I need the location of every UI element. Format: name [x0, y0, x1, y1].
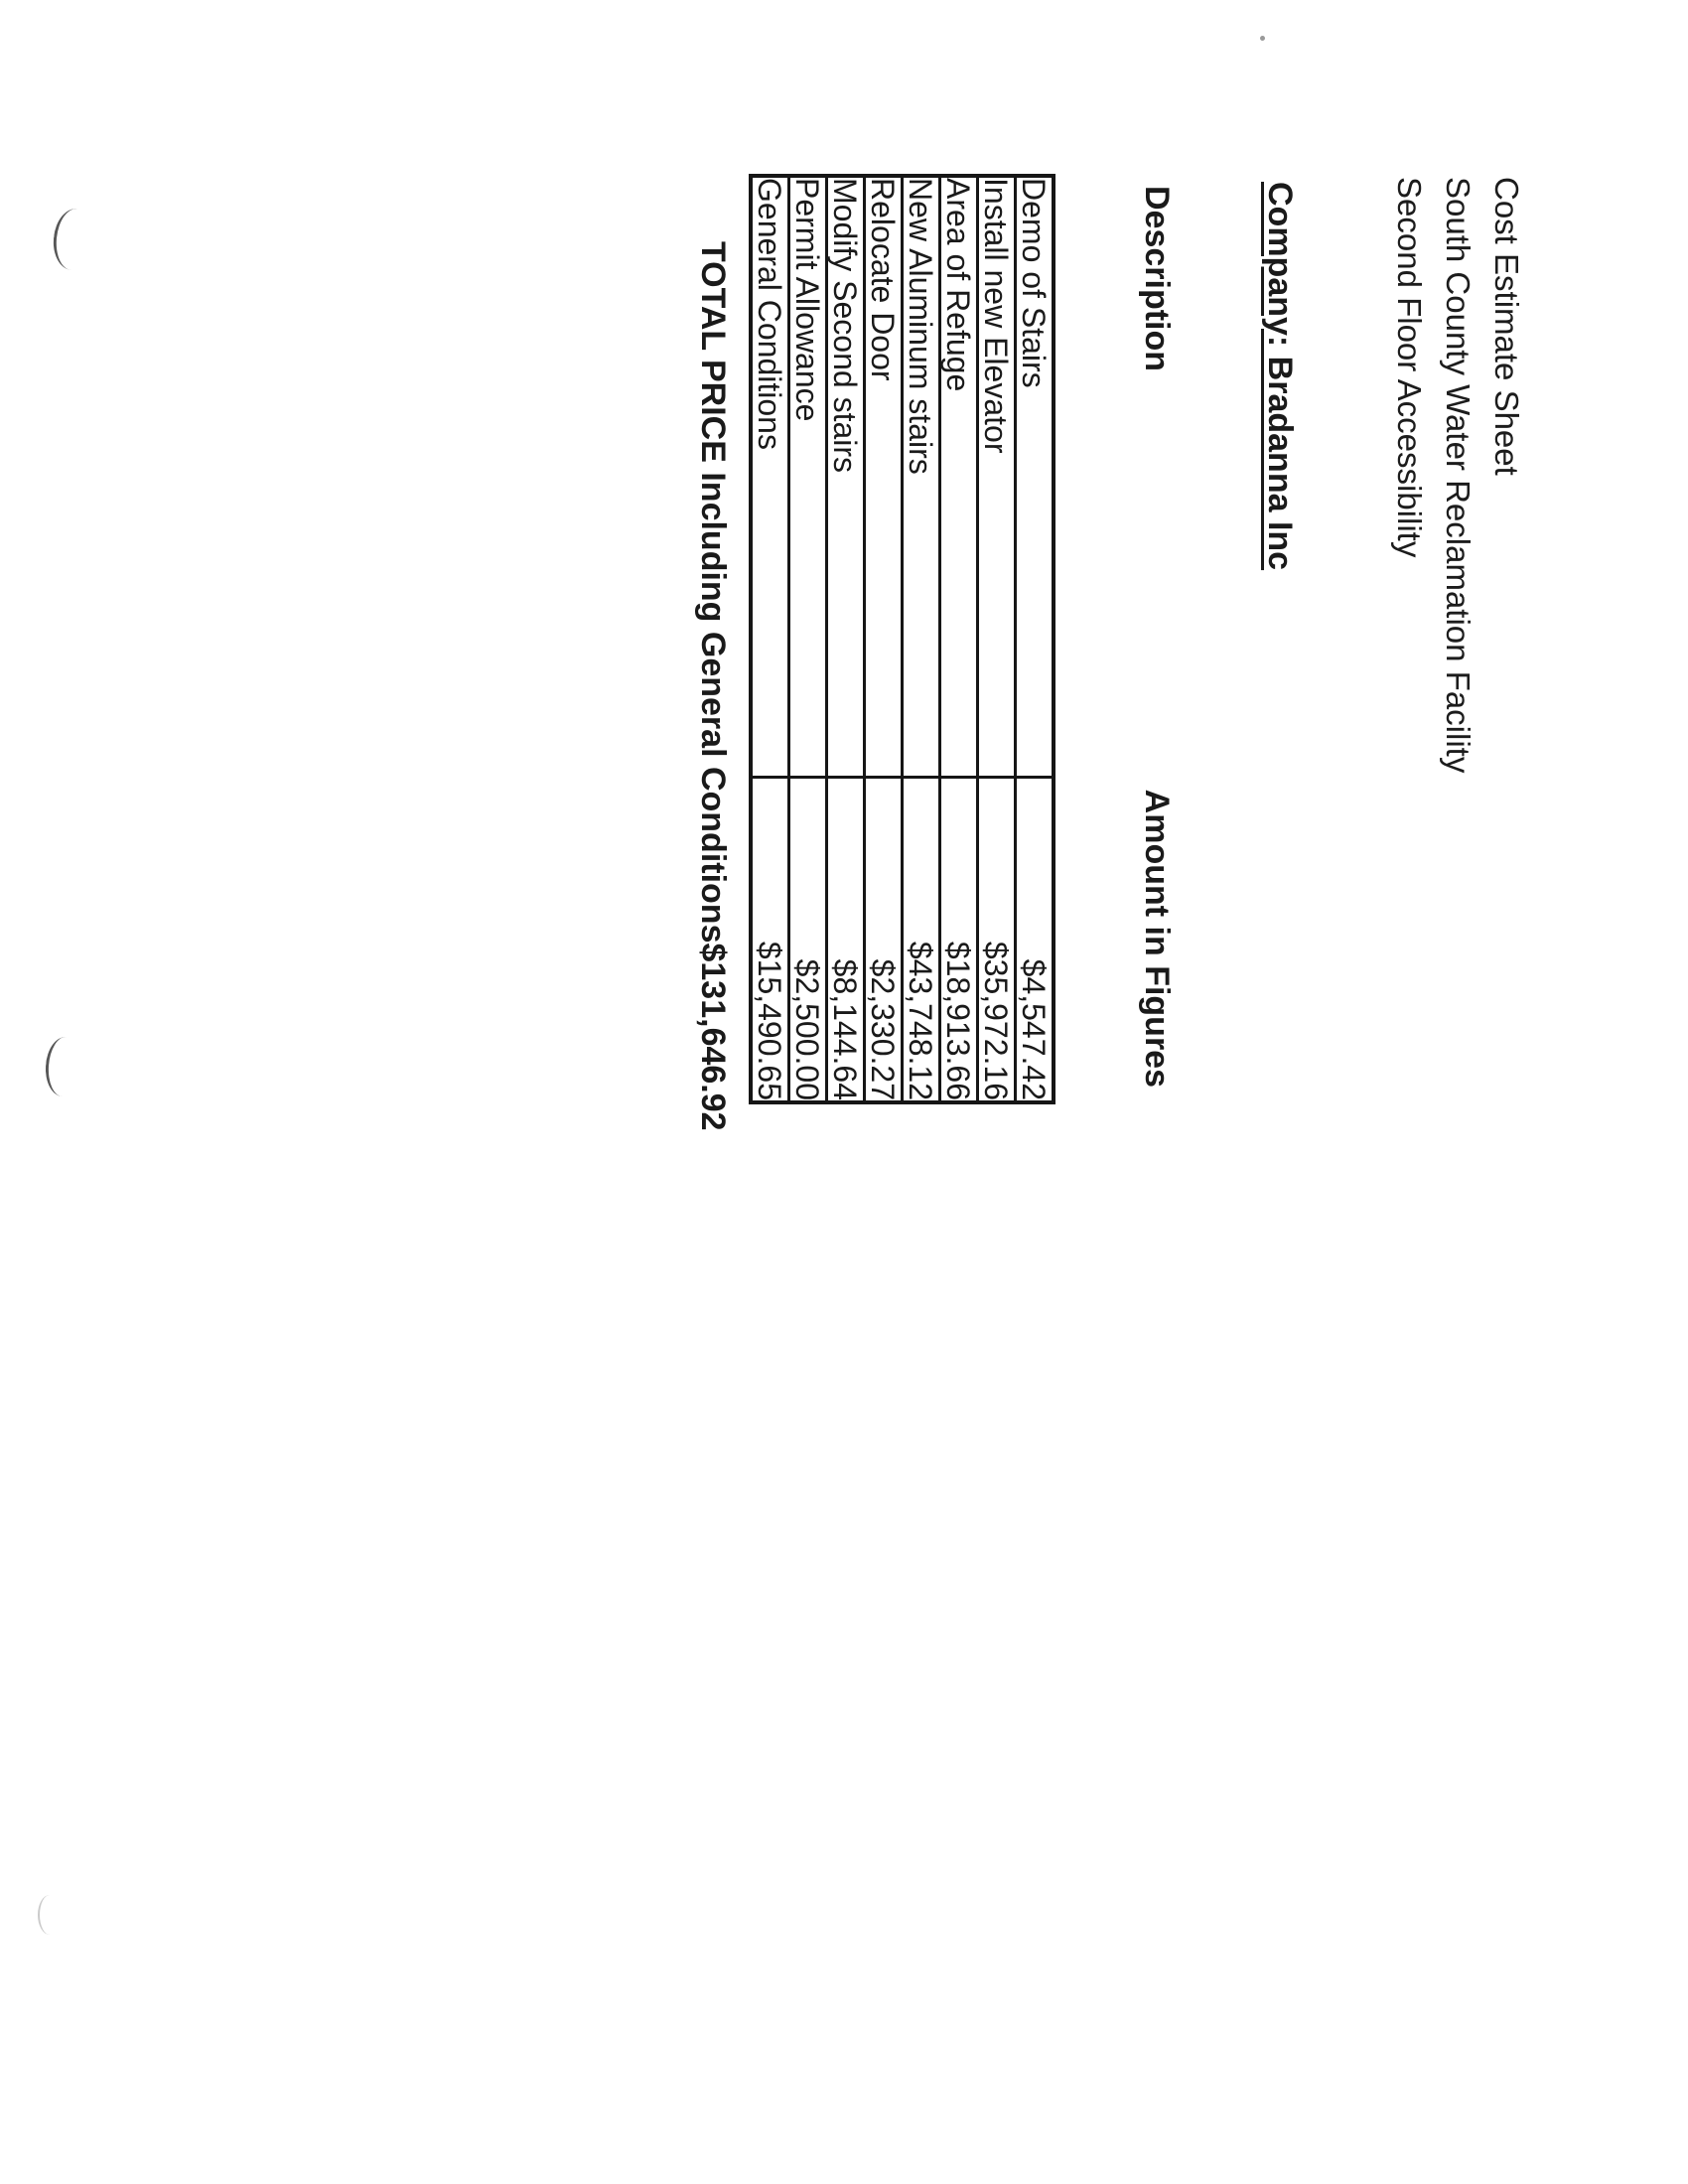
row-description: Area of Refuge — [940, 176, 978, 778]
description-header: Description — [1138, 186, 1176, 372]
row-description: New Aluminum stairs — [903, 176, 940, 778]
title-line-2: South County Water Reclamation Facility — [1440, 177, 1477, 774]
row-description: Install new Elevator — [978, 176, 1016, 778]
column-headers — [1137, 186, 1176, 1088]
title-line-3: Second Floor Accessibility — [1391, 177, 1428, 558]
total-line — [693, 241, 732, 1131]
title-line-1: Cost Estimate Sheet — [1488, 177, 1525, 476]
row-description: Demo of Stairs — [1016, 176, 1055, 778]
cost-estimate-table — [749, 174, 1055, 1104]
row-amount: $35,972.16 — [978, 778, 1016, 1103]
row-amount: $43,748.12 — [903, 778, 940, 1103]
row-amount: $18,913.66 — [940, 778, 978, 1103]
table-row — [751, 176, 789, 1102]
row-amount: $2,500.00 — [789, 778, 827, 1103]
document-title-block — [1385, 177, 1531, 773]
row-amount: $2,330.27 — [865, 778, 903, 1103]
company-label: Company: Bradanna Inc — [1261, 182, 1299, 571]
row-amount: $4,547.42 — [1016, 778, 1055, 1103]
total-label: TOTAL PRICE Including General Conditions — [694, 241, 732, 944]
row-amount: $15,490.65 — [751, 778, 789, 1103]
table-row — [827, 176, 865, 1102]
row-description: General Conditions — [751, 176, 789, 778]
amount-header: Amount in Figures — [1138, 789, 1176, 1088]
table-row — [789, 176, 827, 1102]
table-row — [978, 176, 1016, 1102]
row-description: Permit Allowance — [789, 176, 827, 778]
row-description: Relocate Door — [865, 176, 903, 778]
company-line — [1260, 182, 1299, 570]
table-row — [903, 176, 940, 1102]
table-row — [1016, 176, 1055, 1102]
row-description: Modify Second stairs — [827, 176, 865, 778]
row-amount: $8,144.64 — [827, 778, 865, 1103]
table-row — [940, 176, 978, 1102]
table-row — [865, 176, 903, 1102]
total-amount: $131,646.92 — [694, 943, 732, 1131]
